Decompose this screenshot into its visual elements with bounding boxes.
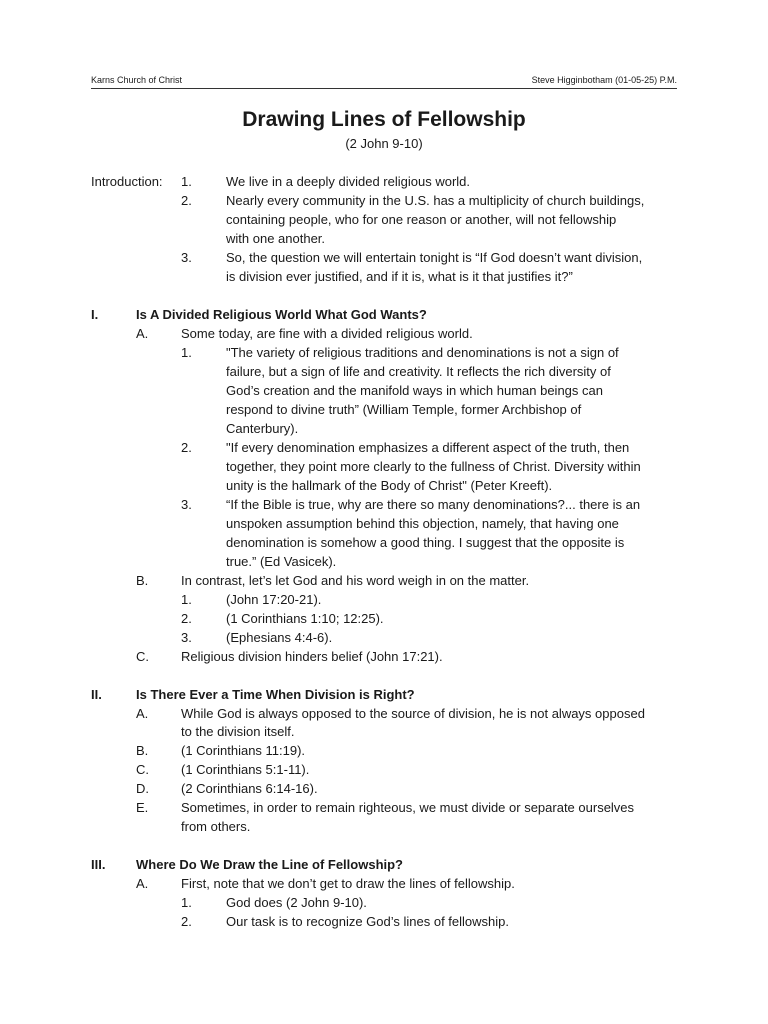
subpoint-text: unspoken assumption behind this objection, namely, that having one (226, 516, 619, 531)
subpoint-number: 3. (181, 497, 192, 512)
point-letter: D. (136, 781, 149, 796)
point-text: Some today, are fine with a divided religious world. (181, 326, 473, 341)
point-text: (1 Corinthians 5:1-11). (181, 762, 310, 777)
intro-item-number: 3. (181, 250, 192, 265)
subpoint-text: denomination is somehow a good thing. I suggest that the opposite is (226, 535, 625, 550)
point-letter: E. (136, 800, 149, 815)
document-title: Drawing Lines of Fellowship (242, 108, 526, 131)
section-heading: Is A Divided Religious World What God Wants? (136, 307, 427, 322)
subpoint-text: Canterbury). (226, 421, 299, 436)
subpoint-text: (John 17:20-21). (226, 592, 322, 607)
intro-item-text: with one another. (226, 231, 326, 246)
subpoint-text: true.” (Ed Vasicek). (226, 554, 337, 569)
subpoint-text: together, they point more clearly to the fullness of Christ. Diversity within (226, 459, 641, 474)
section-numeral: III. (91, 857, 106, 872)
subpoint-text: God does (2 John 9-10). (226, 895, 367, 910)
document-subtitle: (2 John 9-10) (345, 136, 423, 151)
point-text: Sometimes, in order to remain righteous, we must divide or separate ourselves (181, 800, 635, 815)
subpoint-text: unity is the hallmark of the Body of Christ" (Peter Kreeft). (226, 478, 553, 493)
subpoint-number: 2. (181, 611, 192, 626)
subpoint-text: “If the Bible is true, why are there so many denominations?... there is an (226, 497, 641, 512)
intro-item-text: So, the question we will entertain tonight is “If God doesn’t want division, (226, 250, 643, 265)
point-letter: B. (136, 743, 149, 758)
subpoint-number: 1. (181, 345, 192, 360)
point-text: to the division itself. (181, 724, 295, 739)
subpoint-number: 2. (181, 914, 192, 929)
point-letter: A. (136, 706, 149, 721)
subpoint-text: (Ephesians 4:4-6). (226, 630, 333, 645)
intro-item-text: Nearly every community in the U.S. has a multiplicity of church buildings, (226, 193, 645, 208)
header-divider (91, 88, 677, 89)
intro-item-number: 1. (181, 174, 192, 189)
subpoint-text: "The variety of religious traditions and denominations is not a sign of (226, 345, 619, 360)
subpoint-text: God’s creation and the manifold ways in which human beings can (226, 383, 603, 398)
point-text: While God is always opposed to the source of division, he is not always opposed (181, 706, 645, 721)
subpoint-text: Our task is to recognize God’s lines of fellowship. (226, 914, 510, 929)
header-church-name: Karns Church of Christ (91, 75, 183, 85)
subpoint-number: 1. (181, 592, 192, 607)
subpoint-text: "If every denomination emphasizes a different aspect of the truth, then (226, 440, 630, 455)
point-text: In contrast, let’s let God and his word weigh in on the matter. (181, 573, 530, 588)
point-text: (2 Corinthians 6:14-16). (181, 781, 318, 796)
point-letter: C. (136, 762, 149, 777)
subpoint-number: 2. (181, 440, 192, 455)
section-heading: Is There Ever a Time When Division is Right? (136, 687, 415, 702)
point-letter: B. (136, 573, 149, 588)
subpoint-text: failure, but a sign of life and creativity. It reflects the rich diversity of (226, 364, 611, 379)
section-numeral: II. (91, 687, 102, 702)
subpoint-text: respond to divine truth” (William Temple, former Archbishop of (226, 402, 582, 417)
point-text: from others. (181, 819, 251, 834)
intro-item-text: We live in a deeply divided religious world. (226, 174, 470, 189)
subpoint-text: (1 Corinthians 1:10; 12:25). (226, 611, 384, 626)
subpoint-number: 1. (181, 895, 192, 910)
point-text: First, note that we don’t get to draw the lines of fellowship. (181, 876, 515, 891)
point-text: Religious division hinders belief (John 17:21). (181, 649, 443, 664)
header-author-date: Steve Higginbotham (01-05-25) P.M. (531, 75, 677, 85)
point-text: (1 Corinthians 11:19). (181, 743, 306, 758)
subpoint-number: 3. (181, 630, 192, 645)
point-letter: A. (136, 326, 149, 341)
section-numeral: I. (91, 307, 99, 322)
intro-item-text: is division ever justified, and if it is, what is it that justifies it?” (226, 269, 573, 284)
point-letter: A. (136, 876, 149, 891)
intro-item-number: 2. (181, 193, 192, 208)
section-heading: Where Do We Draw the Line of Fellowship? (136, 857, 404, 872)
point-letter: C. (136, 649, 149, 664)
introduction-label: Introduction: (91, 174, 163, 189)
intro-item-text: containing people, who for one reason or another, will not fellowship (226, 212, 617, 227)
